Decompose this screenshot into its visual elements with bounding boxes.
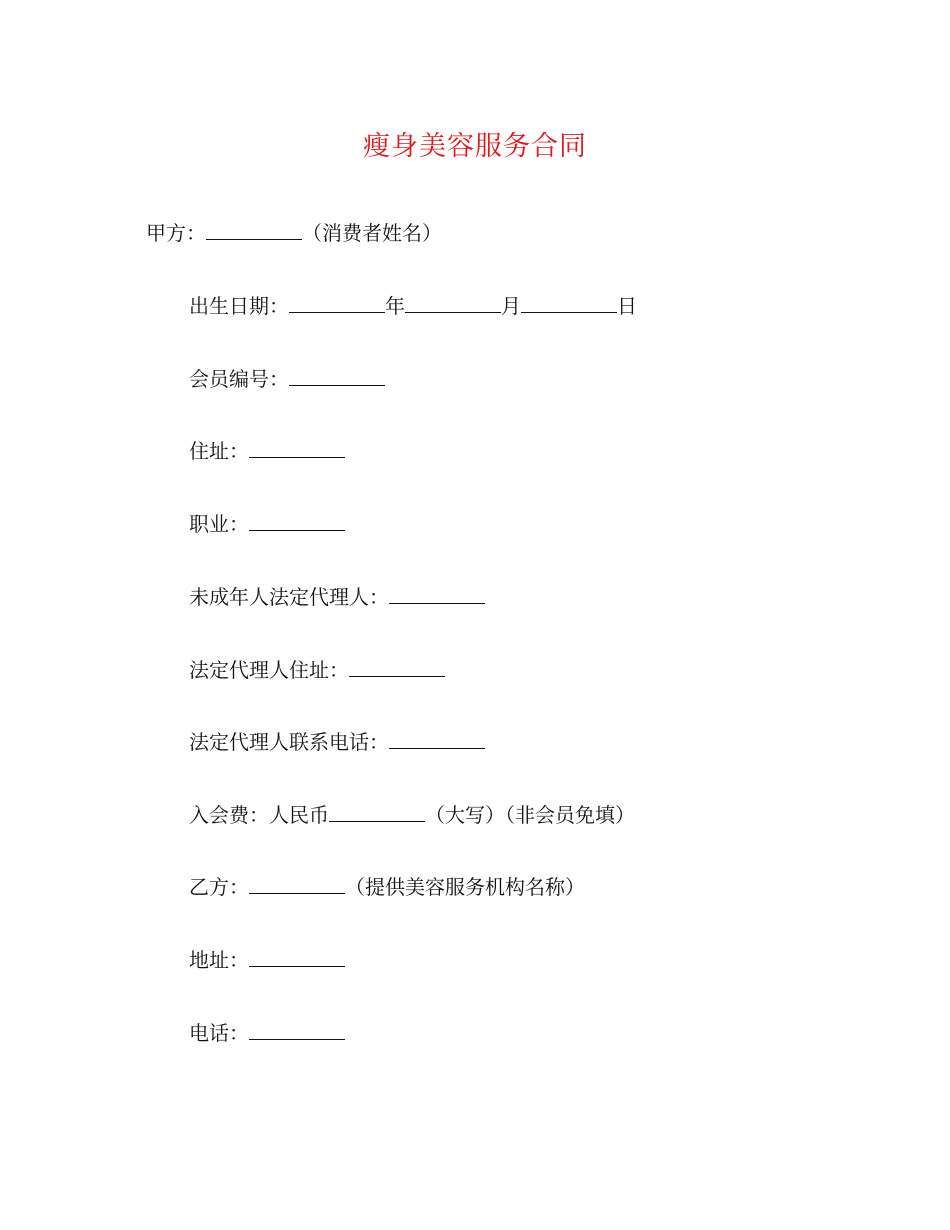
guardian-address-blank[interactable] — [349, 656, 445, 677]
contract-title: 瘦身美容服务合同 — [363, 131, 587, 162]
birth-day-unit: 日 — [617, 294, 637, 318]
address-b-blank[interactable] — [249, 946, 345, 967]
address-a-line — [189, 436, 345, 466]
guardian-line — [189, 582, 485, 612]
member-no-blank[interactable] — [289, 365, 385, 386]
phone-b-blank[interactable] — [249, 1019, 345, 1040]
birth-date-label: 出生日期： — [189, 294, 289, 318]
birth-day-blank[interactable] — [521, 292, 617, 313]
address-a-label: 住址： — [189, 439, 249, 463]
party-b-label: 乙方： — [189, 875, 249, 899]
phone-b-line — [189, 1018, 345, 1048]
address-b-line — [189, 945, 345, 975]
birth-year-blank[interactable] — [289, 292, 385, 313]
party-b-hint: （提供美容服务机构名称） — [345, 875, 585, 899]
guardian-phone-line — [189, 727, 485, 757]
occupation-blank[interactable] — [249, 510, 345, 531]
party-b-name-blank[interactable] — [249, 873, 345, 894]
address-a-blank[interactable] — [249, 437, 345, 458]
occupation-line — [189, 509, 345, 539]
party-a-hint: （消费者姓名） — [302, 221, 442, 245]
party-a-name-blank[interactable] — [206, 219, 302, 240]
birth-date-line — [189, 291, 637, 321]
guardian-phone-blank[interactable] — [389, 728, 485, 749]
occupation-label: 职业： — [189, 512, 249, 536]
membership-fee-blank[interactable] — [329, 801, 425, 822]
guardian-phone-label: 法定代理人联系电话： — [189, 730, 389, 754]
birth-month-blank[interactable] — [405, 292, 501, 313]
phone-b-label: 电话： — [189, 1021, 249, 1045]
member-no-label: 会员编号： — [189, 367, 289, 391]
party-b-line — [189, 872, 585, 902]
guardian-address-line — [189, 655, 445, 685]
guardian-blank[interactable] — [389, 583, 485, 604]
address-b-label: 地址： — [189, 948, 249, 972]
membership-fee-non-member-note: （非会员免填） — [505, 803, 635, 827]
birth-month-unit: 月 — [501, 294, 521, 318]
guardian-address-label: 法定代理人住址： — [189, 658, 349, 682]
party-a-label: 甲方： — [146, 221, 206, 245]
membership-fee-line — [189, 800, 635, 830]
membership-fee-label: 入会费：人民币 — [189, 803, 329, 827]
birth-year-unit: 年 — [385, 294, 405, 318]
member-no-line — [189, 364, 385, 394]
party-a-line — [146, 218, 442, 248]
guardian-label: 未成年人法定代理人： — [189, 585, 389, 609]
membership-fee-capital-note: （大写） — [425, 803, 505, 827]
